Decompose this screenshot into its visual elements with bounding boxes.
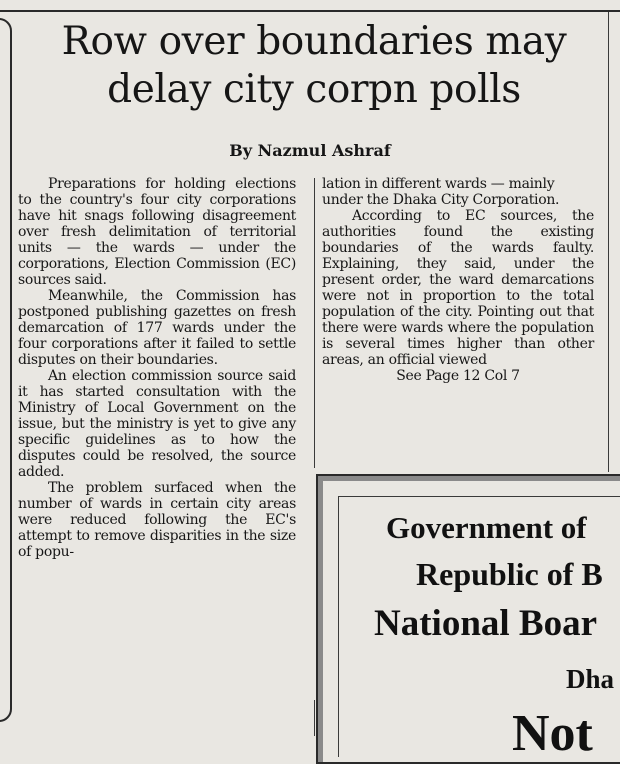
top-rule [0, 10, 620, 12]
ad-line-4: Dha [566, 664, 615, 694]
paragraph-4-continued: lation in different wards — mainly under the Dhaka City Corporation. [322, 176, 560, 208]
paragraph-4: The problem surfaced when the number of wards in certain city areas were reduced following the EC's attempt to remove disparities in the size of popu- [18, 480, 296, 560]
article-column-left [18, 176, 296, 560]
paragraph-5: According to EC sources, the authorities found the existing boundaries of the wards faulty. Explaining, they said, under the present order, the ward demarcations were not in proportion to the total population of the city. Pointing out that there were wards where the population is several times higher than other areas, an official viewed [322, 208, 594, 368]
paragraph-2: Meanwhile, the Commission has postponed publishing gazettes on fresh demarcation of 177 wards under the four corporations after it failed to settle disputes on their boundaries. [18, 288, 296, 368]
headline-line-1: Row over boundaries may [61, 19, 567, 64]
ad-line-5: Not [512, 705, 593, 762]
continuation-note: See Page 12 Col 7 [396, 368, 520, 384]
article-column-right [322, 176, 594, 384]
ad-line-1: Government of [386, 510, 587, 545]
ad-line-3: National Boar [374, 603, 598, 644]
headline [16, 18, 612, 114]
headline-line-2: delay city corpn polls [107, 67, 521, 112]
left-border-bracket [0, 18, 12, 722]
column-divider [314, 178, 315, 468]
column-divider-lower [314, 700, 315, 736]
ad-line-2: Republic of B [416, 556, 603, 592]
byline: By Nazmul Ashraf [229, 141, 391, 160]
paragraph-3: An election commission source said it has started consultation with the Ministry of Local Government on the issue, but the ministry is yet to give any specific guidelines as to how the disputes could be resolved, the source added. [18, 368, 296, 480]
paragraph-1: Preparations for holding elections to the country's four city corporations have hit snags following disagreement over fresh delimitation of territorial units — the wards — under the corporations, Election Commission (EC) sources said. [18, 176, 296, 288]
